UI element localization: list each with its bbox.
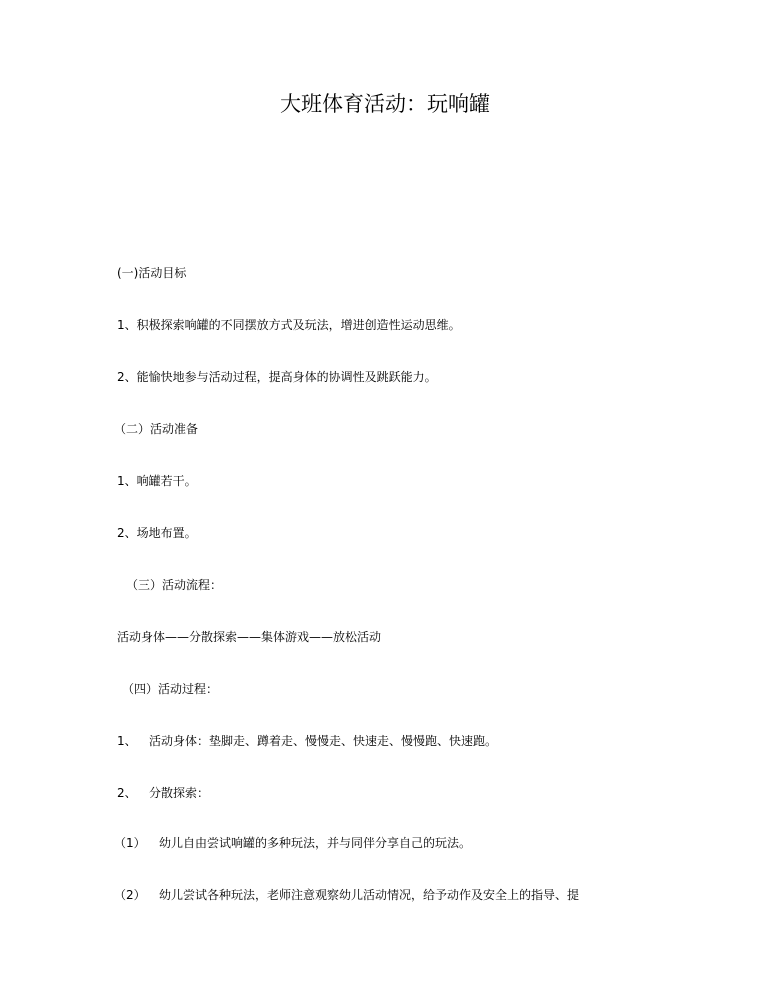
process-step-2-number: 2、 xyxy=(117,786,137,800)
document-title: 大班体育活动：玩响罐 xyxy=(280,92,490,116)
process-step-1-text: 活动身体：垫脚走、蹲着走、慢慢走、快速走、慢慢跑、快速跑。 xyxy=(149,734,498,748)
prep-item-1: 1、响罐若干。 xyxy=(117,474,197,488)
process-step-1-number: 1、 xyxy=(117,734,137,748)
sub-step-2-number: （2） xyxy=(114,888,146,902)
section-heading-process: （四）活动过程： xyxy=(122,682,219,696)
sub-step-1-number: （1） xyxy=(114,836,146,850)
sub-step-1-text: 幼儿自由尝试响罐的多种玩法，并与同伴分享自己的玩法。 xyxy=(159,836,472,850)
sub-step-2 xyxy=(114,886,579,904)
sub-step-1 xyxy=(114,834,471,852)
process-step-2 xyxy=(117,784,209,802)
goal-item-2: 2、能愉快地参与活动过程，提高身体的协调性及跳跃能力。 xyxy=(117,370,437,384)
process-step-2-text: 分散探索： xyxy=(149,786,210,800)
goal-item-1: 1、积极探索响罐的不同摆放方式及玩法，增进创造性运动思维。 xyxy=(117,318,461,332)
prep-item-2: 2、场地布置。 xyxy=(117,526,197,540)
section-heading-goals: (一)活动目标 xyxy=(117,266,187,280)
process-step-1 xyxy=(117,732,497,750)
sub-step-2-text: 幼儿尝试各种玩法，老师注意观察幼儿活动情况，给予动作及安全上的指导、提 xyxy=(159,888,580,902)
activity-flow: 活动身体——分散探索——集体游戏——放松活动 xyxy=(117,630,382,644)
section-heading-preparation: （二）活动准备 xyxy=(114,422,199,436)
section-heading-flow: （三）活动流程： xyxy=(126,578,223,592)
